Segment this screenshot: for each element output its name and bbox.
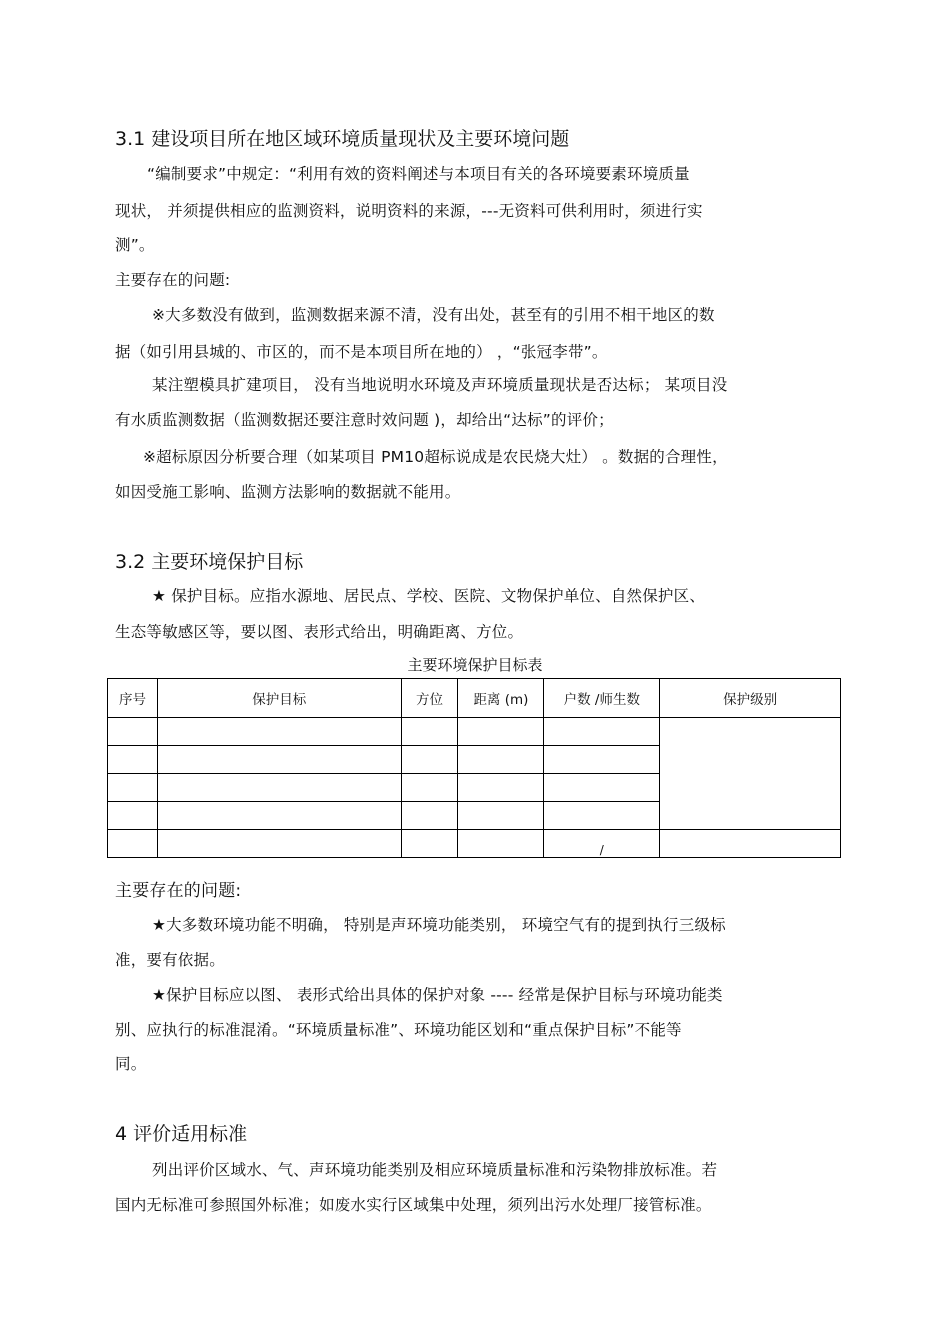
paragraph-line: 列出评价区域水、气、声环境功能类别及相应环境质量标准和污染物排放标准。若: [152, 1161, 718, 1179]
table-cell: [157, 718, 401, 746]
paragraph-line: ★ 保护目标。应指水源地、居民点、学校、医院、文物保护单位、自然保护区、: [152, 587, 706, 605]
table-cell: [401, 830, 458, 858]
table-cell: [157, 746, 401, 774]
header-cell: 距离 (m): [458, 679, 544, 718]
paragraph-line: 如因受施工影响、监测方法影响的数据就不能用。: [115, 483, 461, 501]
table-cell: [458, 830, 544, 858]
table-cell-merged: [660, 718, 841, 830]
paragraph-line: 现状， 并须提供相应的监测资料，说明资料的来源，---无资料可供利用时，须进行实: [115, 202, 703, 220]
paragraph-line: 据（如引用县城的、市区的，而不是本项目所在地的） ，“张冠李带”。: [115, 343, 608, 361]
section-3-2-title: 3.2 主要环境保护目标: [115, 551, 304, 573]
table-cell: [108, 774, 158, 802]
problems-label: 主要存在的问题:: [115, 271, 231, 289]
slash-mark: /: [599, 842, 604, 857]
header-cell: 方位: [401, 679, 458, 718]
table-cell: [458, 718, 544, 746]
table-cell: [157, 830, 401, 858]
header-cell: 保护目标: [157, 679, 401, 718]
table-cell: [157, 774, 401, 802]
table-cell: [458, 774, 544, 802]
paragraph-line: 准，要有依据。: [115, 951, 225, 969]
paragraph-line: 生态等敏感区等，要以图、表形式给出，明确距离、方位。: [115, 623, 524, 641]
protection-target-table: [107, 678, 841, 858]
table-cell: [401, 718, 458, 746]
table-cell: [401, 746, 458, 774]
table-cell: [108, 802, 158, 830]
paragraph-line: 国内无标准可参照国外标准；如废水实行区域集中处理，须列出污水处理厂接管标准。: [115, 1196, 712, 1214]
section-4-title: 4 评价适用标准: [115, 1123, 248, 1145]
paragraph-line: 别、应执行的标准混淆。“环境质量标准”、环境功能区划和“重点保护目标”不能等: [115, 1021, 682, 1039]
paragraph-line: ★大多数环境功能不明确， 特别是声环境功能类别， 环境空气有的提到执行三级标: [152, 916, 726, 934]
table-cell: [401, 802, 458, 830]
paragraph-line: 测”。: [115, 236, 155, 254]
table-cell: [108, 746, 158, 774]
paragraph-line: ★保护目标应以图、 表形式给出具体的保护对象 ---- 经常是保护目标与环境功能类: [152, 986, 723, 1004]
table-cell: [108, 718, 158, 746]
section-3-1-title: 3.1 建设项目所在地区域环境质量现状及主要环境问题: [115, 128, 570, 150]
table-cell: [401, 774, 458, 802]
paragraph-line: 有水质监测数据（监测数据还要注意时效问题 )，却给出“达标”的评价；: [115, 411, 614, 429]
table-row: [108, 718, 841, 746]
table-cell: [544, 802, 660, 830]
table-cell: [458, 746, 544, 774]
header-cell: 户数 /师生数: [544, 679, 660, 718]
table-cell: [544, 830, 660, 858]
table-row: [108, 830, 841, 858]
table-caption: 主要环境保护目标表: [407, 656, 543, 674]
table-cell: [544, 774, 660, 802]
header-cell: 序号: [108, 679, 158, 718]
table-cell: [544, 718, 660, 746]
table-cell: [458, 802, 544, 830]
paragraph-line: ※大多数没有做到，监测数据来源不清，没有出处，甚至有的引用不相干地区的数: [152, 306, 715, 324]
problems-label: 主要存在的问题:: [115, 881, 242, 901]
table-cell: [157, 802, 401, 830]
paragraph-line: “编制要求”中规定：“利用有效的资料阐述与本项目有关的各环境要素环境质量: [147, 165, 690, 183]
header-cell: 保护级别: [660, 679, 841, 718]
table-cell: [544, 746, 660, 774]
paragraph-line: 某注塑模具扩建项目， 没有当地说明水环境及声环境质量现状是否达标； 某项目没: [152, 376, 728, 394]
paragraph-line: ※超标原因分析要合理（如某项目 PM10超标说成是农民烧大灶） 。数据的合理性，: [143, 448, 728, 466]
table-header-row: [108, 679, 841, 718]
paragraph-line: 同。: [115, 1055, 147, 1073]
table-cell: [660, 830, 841, 858]
table-cell: [108, 830, 158, 858]
